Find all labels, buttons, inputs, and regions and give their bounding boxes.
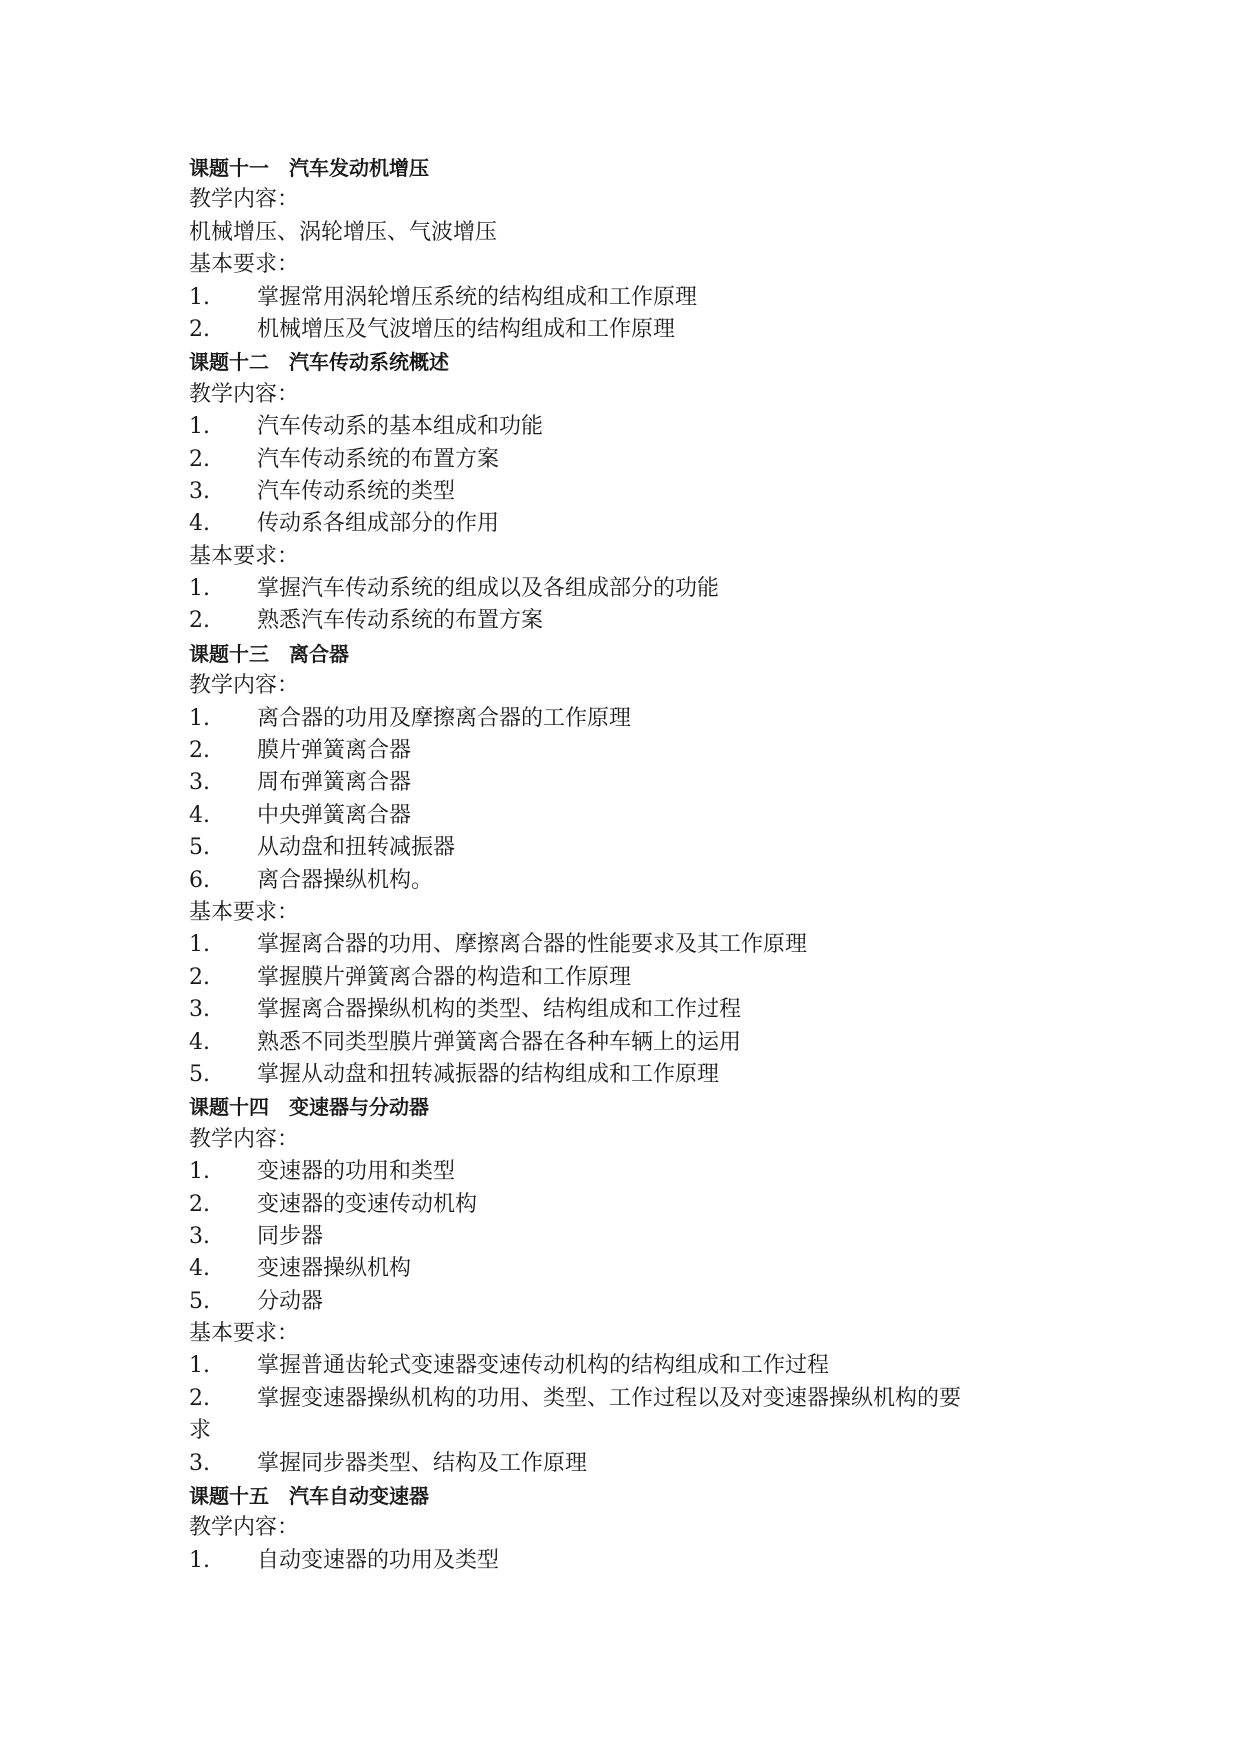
item-text: 掌握变速器操纵机构的功用、类型、工作过程以及对变速器操纵机构的要	[257, 1385, 962, 1411]
list-item	[189, 962, 1069, 994]
item-text: 膜片弹簧离合器	[257, 738, 412, 764]
list-item	[189, 1350, 1069, 1382]
list-item	[189, 994, 1069, 1026]
section-heading: 课题十三 离合器	[189, 641, 349, 666]
item-number: 4.	[189, 1256, 210, 1282]
item-number: 5.	[189, 1288, 210, 1314]
list-item	[189, 1383, 1069, 1415]
item-number: 3.	[189, 997, 210, 1023]
item-text: 机械增压及气波增压的结构组成和工作原理	[257, 316, 676, 342]
item-number: 2.	[189, 1385, 210, 1411]
item-number: 2.	[189, 964, 210, 990]
item-text: 掌握离合器操纵机构的类型、结构组成和工作过程	[257, 997, 742, 1023]
item-text: 掌握膜片弹簧离合器的构造和工作原理	[257, 964, 632, 990]
list-item	[189, 832, 1069, 864]
list-item	[189, 703, 1069, 735]
list-item	[189, 1221, 1069, 1253]
item-number: 2.	[189, 446, 210, 472]
list-item-continuation: 求	[189, 1418, 212, 1444]
list-item	[189, 865, 1069, 897]
item-text: 变速器的变速传动机构	[257, 1191, 478, 1217]
item-text: 掌握常用涡轮增压系统的结构组成和工作原理	[257, 284, 698, 310]
list-item	[189, 735, 1069, 767]
list-item	[189, 411, 1069, 443]
item-number: 1.	[189, 932, 210, 958]
item-number: 1.	[189, 705, 210, 731]
content-label: 教学内容：	[189, 381, 300, 407]
item-text: 同步器	[257, 1223, 324, 1249]
item-number: 3.	[189, 1223, 210, 1249]
section-heading: 课题十一 汽车发动机增压	[189, 156, 429, 180]
list-item	[189, 314, 1069, 346]
item-text: 汽车传动系的基本组成和功能	[257, 414, 544, 440]
list-item	[189, 573, 1069, 605]
item-number: 5.	[189, 835, 210, 861]
item-text: 中央弹簧离合器	[257, 802, 412, 828]
list-item	[189, 767, 1069, 799]
item-number: 3.	[189, 1450, 210, 1476]
section-heading: 课题十五 汽车自动变速器	[189, 1484, 429, 1509]
item-text: 周布弹簧离合器	[257, 770, 412, 796]
list-item	[189, 605, 1069, 637]
item-text: 熟悉不同类型膜片弹簧离合器在各种车辆上的运用	[257, 1029, 742, 1055]
item-number: 3.	[189, 478, 210, 504]
item-number: 2.	[189, 316, 210, 342]
item-text: 变速器的功用和类型	[257, 1159, 456, 1185]
item-number: 1.	[189, 414, 210, 440]
item-number: 1.	[189, 576, 210, 602]
item-number: 6.	[189, 867, 210, 893]
item-text: 熟悉汽车传动系统的布置方案	[257, 608, 544, 634]
item-number: 2.	[189, 738, 210, 764]
requirements-label: 基本要求：	[189, 252, 300, 278]
requirements-label: 基本要求：	[189, 899, 300, 925]
item-text: 掌握离合器的功用、摩擦离合器的性能要求及其工作原理	[257, 932, 808, 958]
item-number: 2.	[189, 1191, 210, 1217]
item-text: 汽车传动系统的布置方案	[257, 446, 500, 472]
item-number: 1.	[189, 1547, 210, 1573]
item-text: 掌握普通齿轮式变速器变速传动机构的结构组成和工作过程	[257, 1353, 830, 1379]
item-number: 1.	[189, 284, 210, 310]
list-item	[189, 1059, 1069, 1091]
item-number: 3.	[189, 770, 210, 796]
requirements-label: 基本要求：	[189, 543, 300, 569]
list-item	[189, 1545, 1069, 1577]
list-item	[189, 1027, 1069, 1059]
list-item	[189, 929, 1069, 961]
list-item	[189, 282, 1069, 314]
list-item	[189, 800, 1069, 832]
item-number: 2.	[189, 608, 210, 634]
list-item	[189, 1286, 1069, 1318]
item-text: 离合器操纵机构。	[257, 867, 434, 893]
list-item	[189, 444, 1069, 476]
list-item	[189, 476, 1069, 508]
item-text: 变速器操纵机构	[257, 1256, 412, 1282]
list-item	[189, 1156, 1069, 1188]
list-item	[189, 1253, 1069, 1285]
item-text: 传动系各组成部分的作用	[257, 511, 500, 537]
content-label: 教学内容：	[189, 673, 300, 699]
content-label: 教学内容：	[189, 1515, 300, 1541]
list-item	[189, 1189, 1069, 1221]
item-text: 汽车传动系统的类型	[257, 478, 456, 504]
section-heading: 课题十四 变速器与分动器	[189, 1095, 429, 1120]
item-number: 4.	[189, 802, 210, 828]
content-label: 教学内容：	[189, 187, 300, 213]
item-text: 掌握同步器类型、结构及工作原理	[257, 1450, 588, 1476]
content-label: 教学内容：	[189, 1126, 300, 1152]
list-item	[189, 508, 1069, 540]
item-number: 1.	[189, 1353, 210, 1379]
requirements-label: 基本要求：	[189, 1321, 300, 1347]
list-item	[189, 1448, 1069, 1480]
item-number: 1.	[189, 1159, 210, 1185]
item-text: 掌握汽车传动系统的组成以及各组成部分的功能	[257, 576, 720, 602]
content-text: 机械增压、涡轮增压、气波增压	[189, 219, 498, 245]
item-text: 分动器	[257, 1288, 324, 1314]
item-number: 4.	[189, 511, 210, 537]
section-heading: 课题十二 汽车传动系统概述	[189, 350, 449, 375]
document-body	[189, 152, 1069, 1577]
item-text: 离合器的功用及摩擦离合器的工作原理	[257, 705, 632, 731]
item-number: 4.	[189, 1029, 210, 1055]
item-number: 5.	[189, 1061, 210, 1087]
item-text: 从动盘和扭转减振器	[257, 835, 456, 861]
item-text: 掌握从动盘和扭转减振器的结构组成和工作原理	[257, 1061, 720, 1087]
item-text: 自动变速器的功用及类型	[257, 1547, 500, 1573]
